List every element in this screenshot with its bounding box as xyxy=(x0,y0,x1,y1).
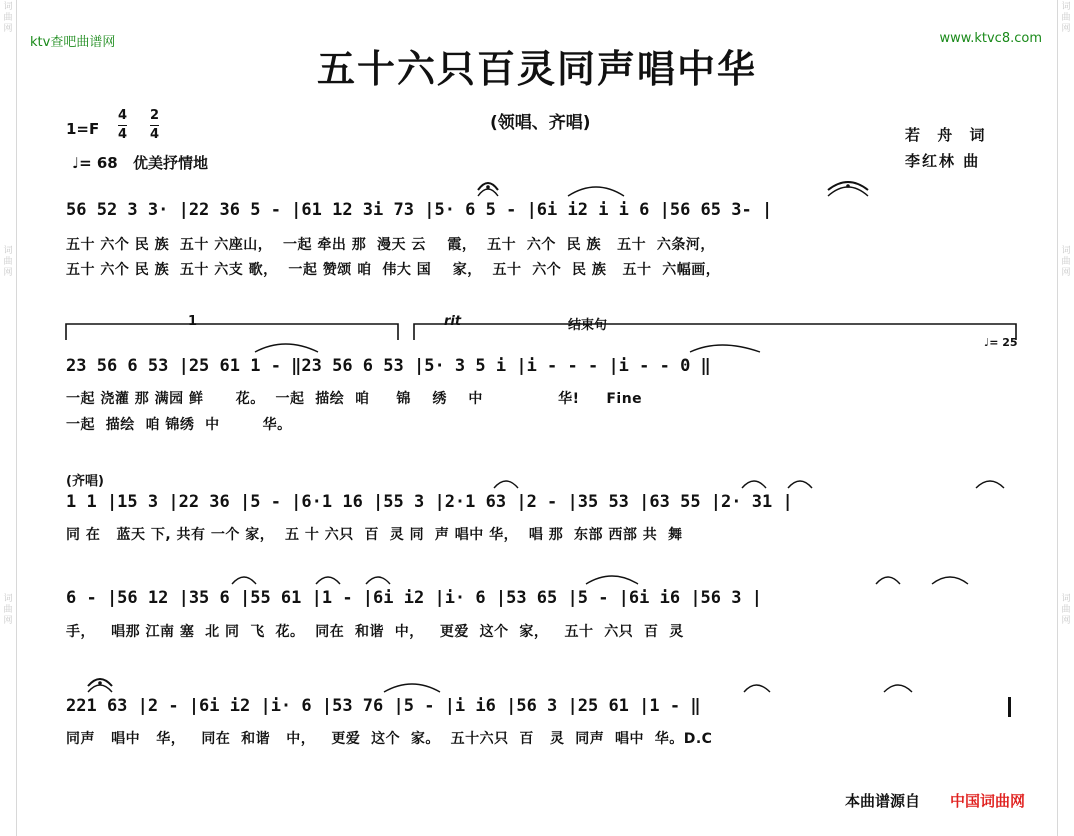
slur-mark xyxy=(788,481,812,488)
notation-line-2: 23 56 6 53 |25 61 1 - ‖23 56 6 53 |5· 3 5 i |i - - - |i - - 0 ‖ xyxy=(66,356,711,376)
volta-bracket-1 xyxy=(66,324,398,340)
footer-source-label: 本曲谱源自 xyxy=(845,792,921,810)
watermark-text: 词 曲 网 xyxy=(3,2,13,34)
ritardando-label: rit xyxy=(444,314,462,329)
slur-mark xyxy=(366,577,390,584)
composer-credit: 李红林 曲 xyxy=(905,152,981,170)
left-margin-strip xyxy=(0,0,17,836)
source-site-left[interactable]: ktv查吧曲谱网 xyxy=(30,35,116,50)
slur-mark xyxy=(828,187,868,196)
slur-mark xyxy=(568,187,624,196)
slur-mark xyxy=(742,481,766,488)
watermark-text: 词 曲 网 xyxy=(1061,594,1071,626)
watermark-text: 词 曲 网 xyxy=(1061,2,1071,34)
lyrics-line-4: 手， 唱那 江南 塞 北 同 飞 花。 同在 和谐 中， 更爱 这个 家， 五十 六只 百 灵 xyxy=(66,624,684,640)
tempo-marking: ♩= 68 优美抒情地 xyxy=(72,154,208,172)
slur-mark xyxy=(478,189,498,196)
lyrics-line-3: 同 在 蓝天 下, 共有 一个 家， 五 十 六只 百 灵 同 声 唱中 华， 唱 那 东部 西部 共 舞 xyxy=(66,527,683,543)
lyricist-credit: 若 舟 词 xyxy=(905,126,991,144)
slur-mark xyxy=(232,577,256,584)
key-signature: 1=F xyxy=(66,120,100,138)
song-title: 五十六只百灵同声唱中华 xyxy=(316,47,757,91)
fermata-dot xyxy=(486,185,490,189)
slur-mark xyxy=(876,577,900,584)
slur-mark xyxy=(744,685,770,692)
fermata-mark xyxy=(478,183,498,190)
volta-1-label: 1 xyxy=(188,314,198,329)
ending-label: 结束句 xyxy=(568,318,608,333)
footer-source-site[interactable]: 中国词曲网 xyxy=(950,792,1026,810)
slur-mark xyxy=(494,481,518,488)
lyrics-line-2b: 一起 描绘 咱 锦绣 中 华。 xyxy=(66,417,292,433)
notation-line-5: 221 63 |2 - |6i i2 |i· 6 |53 76 |5 - |i i6 |56 3 |25 61 |1 - ‖ xyxy=(66,696,701,716)
time-signature-4-4: 4 4 xyxy=(118,108,128,142)
fermata-mark xyxy=(828,182,868,190)
notation-line-4: 6 - |56 12 |35 6 |55 61 |1 - |6i i2 |i· 6 |53 65 |5 - |6i i6 |56 3 | xyxy=(66,588,762,608)
fermata-dot xyxy=(98,681,102,685)
watermark-text: 词 曲 网 xyxy=(1061,246,1071,278)
slur-mark xyxy=(255,344,318,352)
fermata-mark xyxy=(88,679,112,686)
lyrics-line-5: 同声 唱中 华， 同在 和谐 中， 更爱 这个 家。 五十六只 百 灵 同声 唱中 华。D.C xyxy=(66,731,713,747)
tempo-change: ♩= 25 xyxy=(984,336,1018,349)
slur-mark xyxy=(884,685,912,692)
slur-mark xyxy=(586,576,638,584)
slur-mark xyxy=(932,577,968,584)
notation-line-3: 1 1 |15 3 |22 36 |5 - |6·1 16 |55 3 |2·1 63 |2 - |35 53 |63 55 |2· 31 | xyxy=(66,492,793,512)
slur-mark xyxy=(690,345,760,352)
lyrics-line-1b: 五十 六个 民 族 五十 六支 歌， 一起 赞颂 咱 伟大 国 家， 五十 六个 民 族 五十 六幅画， xyxy=(66,262,721,278)
watermark-text: 词 曲 网 xyxy=(3,246,13,278)
slur-mark xyxy=(384,684,440,692)
watermark-text: 词 曲 网 xyxy=(3,594,13,626)
unison-label: (齐唱) xyxy=(66,474,104,489)
lyrics-line-2a: 一起 浇灌 那 满园 鲜 花。 一起 描绘 咱 锦 绣 中 华! Fine xyxy=(66,391,643,407)
notation-line-1: 56 52 3 3· |22 36 5 - |61 12 3i 73 |5· 6 5 - |6i i2 i i 6 |56 65 3- | xyxy=(66,200,773,220)
slur-mark xyxy=(976,481,1004,488)
ending-bracket xyxy=(414,324,1016,340)
slur-mark xyxy=(316,577,340,584)
performers-note: (领唱、齐唱) xyxy=(490,113,591,133)
right-margin-strip xyxy=(1057,0,1074,836)
lyrics-line-1a: 五十 六个 民 族 五十 六座山， 一起 牵出 那 漫天 云 霞， 五十 六个 民 族 五十 六条河， xyxy=(66,237,715,253)
slur-mark xyxy=(88,685,112,692)
source-site-right[interactable]: www.ktvc8.com xyxy=(939,31,1042,46)
time-signature-2-4: 2 4 xyxy=(150,108,160,142)
fermata-dot xyxy=(846,184,850,188)
